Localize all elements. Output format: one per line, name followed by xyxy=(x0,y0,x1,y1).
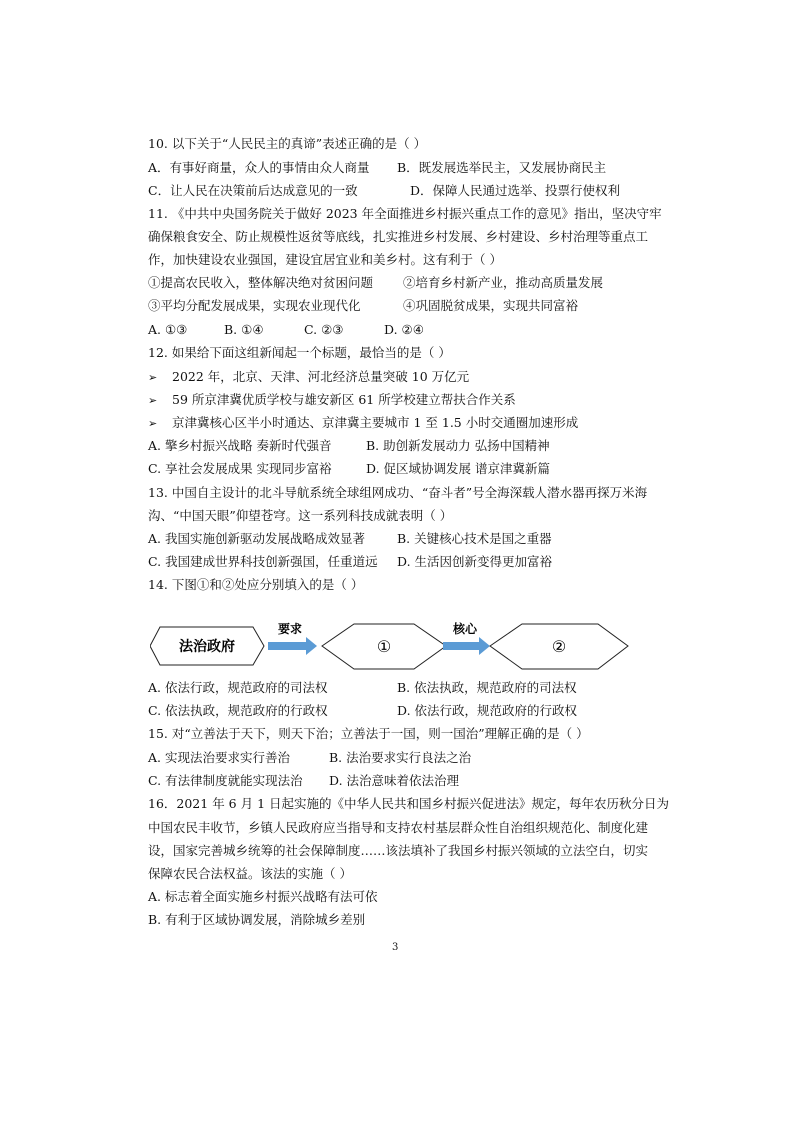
q13-stem-line-2: 沟、“中国天眼”仰望苍穹。这一系列科技成就表明（ ） xyxy=(148,508,453,523)
start-box-label: 法治政府 xyxy=(179,639,235,655)
q10-option-c: C．让人民在决策前后达成意见的一致 xyxy=(148,183,358,198)
q12-bullet-1 xyxy=(148,369,469,386)
arrow2-shaft xyxy=(443,642,479,650)
q16-stem-line-4: 保障农民合法权益。该法的实施（ ） xyxy=(148,866,352,881)
arrow2-label: 核心 xyxy=(452,622,478,636)
q11-item-2: ②培育乡村新产业，推动高质量发展 xyxy=(403,275,604,290)
arrow1-head-icon xyxy=(306,637,317,655)
q14-option-b: B. 依法执政，规范政府的司法权 xyxy=(397,680,577,695)
arrow1-shaft xyxy=(268,642,306,650)
q14-stem: 14. 下图①和②处应分别填入的是（ ） xyxy=(148,577,364,592)
q10-option-b: B．既发展选举民主，又发展协商民主 xyxy=(397,160,607,175)
q11-item-3: ③平均分配发展成果，实现农业现代化 xyxy=(148,298,361,313)
q11-stem-line-2: 确保粮食安全、防止规模性返贫等底线，扎实推进乡村发展、乡村建设、乡村治理等重点工 xyxy=(148,229,649,244)
q16-option-b: B. 有利于区域协调发展，消除城乡差别 xyxy=(148,912,366,927)
q12-option-a: A. 擎乡村振兴战略 奏新时代强音 xyxy=(148,438,332,453)
q12-stem: 12. 如果给下面这组新闻起一个标题，最恰当的是（ ） xyxy=(148,345,451,360)
bullet-arrow-icon: ➢ xyxy=(148,417,158,430)
q12-bullet-3-text: 京津冀核心区半小时通达、京津冀主要城市 1 至 1.5 小时交通圈加速形成 xyxy=(172,415,579,430)
page-number: 3 xyxy=(392,942,399,953)
q13-option-a: A. 我国实施创新驱动发展战略成效显著 xyxy=(148,531,365,546)
node-2-label: ② xyxy=(551,637,567,656)
q15-option-a: A. 实现法治要求实行善治 xyxy=(148,750,290,765)
q12-bullet-2-text: 59 所京津冀优质学校与雄安新区 61 所学校建立帮扶合作关系 xyxy=(172,392,516,407)
arrow2-head-icon xyxy=(479,637,490,655)
bullet-arrow-icon: ➢ xyxy=(148,371,158,384)
q13-stem-line-1: 13. 中国自主设计的北斗导航系统全球组网成功、“奋斗者”号全海深载人潜水器再探万米海 xyxy=(148,485,648,500)
q15-option-b: B. 法治要求实行良法之治 xyxy=(329,750,472,765)
q16-stem-line-3: 设，国家完善城乡统筹的社会保障制度……该法填补了我国乡村振兴领域的立法空白，切实 xyxy=(148,843,649,858)
q12-option-c: C. 享社会发展成果 实现同步富裕 xyxy=(148,461,332,476)
q14-flow-diagram xyxy=(150,620,660,676)
q10-option-d: D．保障人民通过选举、投票行使权利 xyxy=(410,183,621,198)
arrow1-label: 要求 xyxy=(277,622,303,636)
bullet-arrow-icon: ➢ xyxy=(148,394,158,407)
q15-option-d: D. 法治意味着依法治理 xyxy=(329,773,460,788)
q12-option-d: D. 促区域协调发展 谱京津冀新篇 xyxy=(366,461,550,476)
q12-bullet-1-text: 2022 年，北京、天津、河北经济总量突破 10 万亿元 xyxy=(172,369,470,384)
q12-bullet-2 xyxy=(148,392,516,409)
q15-option-c: C. 有法律制度就能实现法治 xyxy=(148,773,303,788)
node-1-label: ① xyxy=(376,637,392,656)
q11-item-1: ①提高农民收入，整体解决绝对贫困问题 xyxy=(148,275,374,290)
q11-option-a: A. ①③ xyxy=(148,322,188,337)
q12-option-b: B. 助创新发展动力 弘扬中国精神 xyxy=(366,438,550,453)
q14-option-a: A. 依法行政，规范政府的司法权 xyxy=(148,680,328,695)
q16-option-a: A. 标志着全面实施乡村振兴战略有法可依 xyxy=(148,889,378,904)
q14-option-c: C. 依法执政，规范政府的行政权 xyxy=(148,703,328,718)
q10-stem: 10. 以下关于“人民民主的真谛”表述正确的是（ ） xyxy=(148,136,427,151)
q10-option-a: A．有事好商量，众人的事情由众人商量 xyxy=(148,160,370,175)
q14-option-d: D. 依法行政，规范政府的行政权 xyxy=(397,703,578,718)
q11-option-d: D. ②④ xyxy=(384,322,424,337)
q12-bullet-3 xyxy=(148,415,578,432)
q15-stem: 15. 对“立善法于天下，则天下治；立善法于一国，则一国治”理解正确的是（ ） xyxy=(148,726,589,741)
q13-option-c: C. 我国建成世界科技创新强国，任重道远 xyxy=(148,554,378,569)
q11-option-b: B. ①④ xyxy=(224,322,264,337)
q16-stem-line-1: 16．2021 年 6 月 1 日起实施的《中华人民共和国乡村振兴促进法》规定，每年农历秋分日为 xyxy=(148,796,669,811)
q16-stem-line-2: 中国农民丰收节，乡镇人民政府应当指导和支持农村基层群众性自治组织规范化、制度化建 xyxy=(148,820,649,835)
q11-option-c: C. ②③ xyxy=(304,322,344,337)
q11-stem-line-1: 11. 《中共中央国务院关于做好 2023 年全面推进乡村振兴重点工作的意见》指出，坚决守牢 xyxy=(148,206,662,221)
q11-stem-line-3: 作，加快建设农业强国，建设宜居宜业和美乡村。这有利于（ ） xyxy=(148,252,502,267)
q13-option-d: D. 生活因创新变得更加富裕 xyxy=(397,554,553,569)
q11-item-4: ④巩固脱贫成果，实现共同富裕 xyxy=(403,298,579,313)
q13-option-b: B. 关键核心技术是国之重器 xyxy=(397,531,552,546)
